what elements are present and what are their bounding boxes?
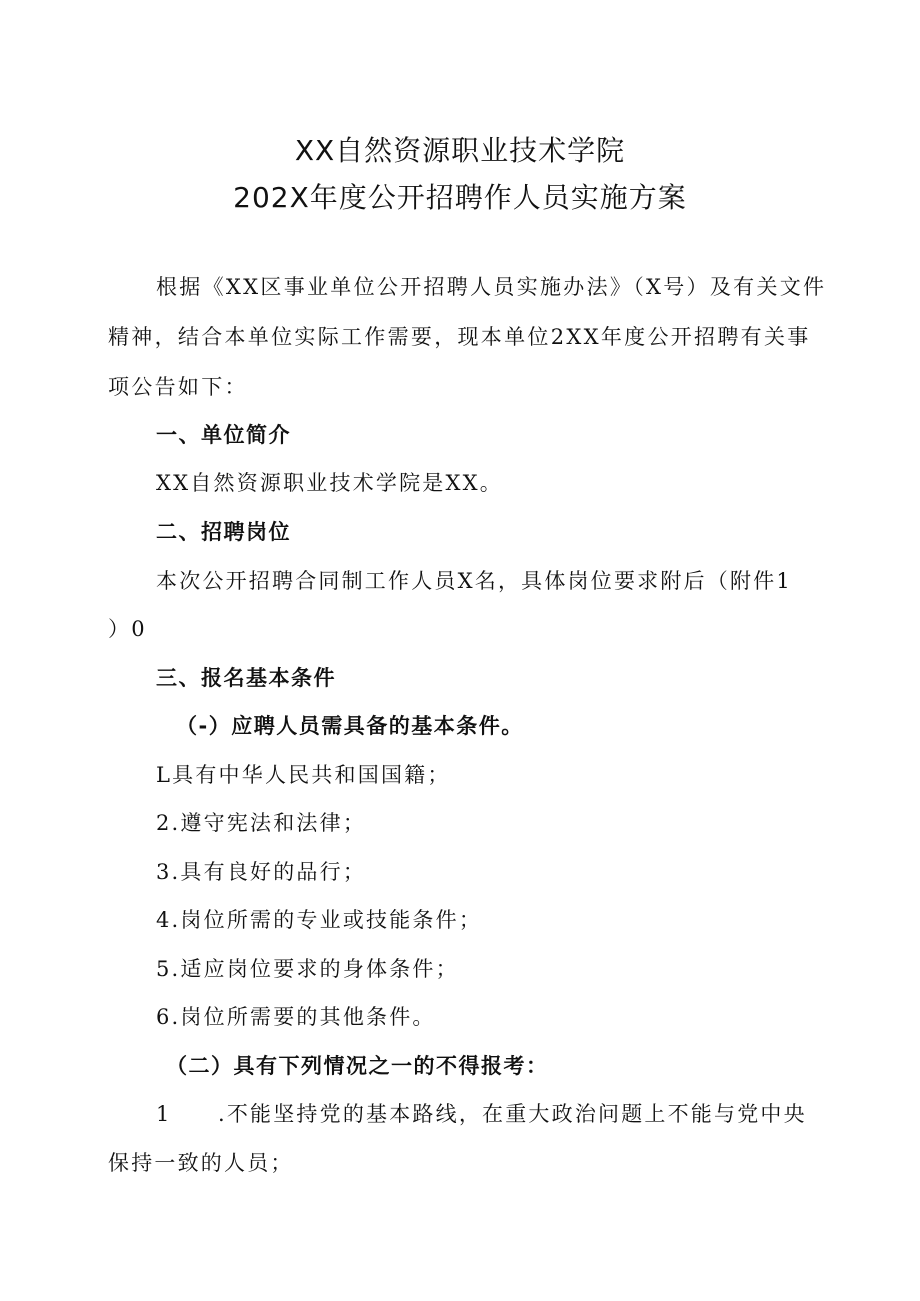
section3-heading: 三、报名基本条件: [156, 666, 336, 690]
condition-item: 2.遵守宪法和法律；: [156, 811, 367, 835]
section2-body-line2: ）0: [108, 617, 147, 641]
condition-item: 4.岗位所需的专业或技能条件；: [156, 908, 483, 932]
condition-item: 3.具有良好的品行；: [156, 860, 367, 884]
intro-paragraph: 根据《XX区事业单位公开招聘人员实施办法》（X号）及有关文件精神，结合本单位实际工作需要，现本单位2XX年度公开招聘有关事项公告如下：: [108, 275, 827, 399]
condition-item: 6.岗位所需要的其他条件。: [156, 1005, 436, 1029]
document-title-line1: XX自然资源职业技术学院: [294, 134, 626, 167]
condition-item: 5.适应岗位要求的身体条件；: [156, 957, 459, 981]
section1-heading: 一、单位简介: [156, 423, 291, 447]
section2-heading: 二、招聘岗位: [156, 520, 291, 544]
sub2-heading: （二）具有下列情况之一的不得报考：: [166, 1054, 549, 1078]
document-title-line2: 202X年度公开招聘作人员实施方案: [233, 181, 687, 214]
condition-item: L具有中华人民共和国国籍；: [156, 763, 451, 787]
sub1-heading: （-）应聘人员需具备的基本条件。: [176, 714, 524, 738]
section2-body-line1: 本次公开招聘合同制工作人员X名，具体岗位要求附后（附件1: [156, 569, 792, 593]
exclusion-item-line1: 1 .不能坚持党的基本路线，在重大政治问题上不能与党中央: [156, 1102, 807, 1126]
section1-body: XX自然资源职业技术学院是XX。: [156, 471, 503, 495]
exclusion-item-line2: 保持一致的人员；: [108, 1151, 294, 1175]
